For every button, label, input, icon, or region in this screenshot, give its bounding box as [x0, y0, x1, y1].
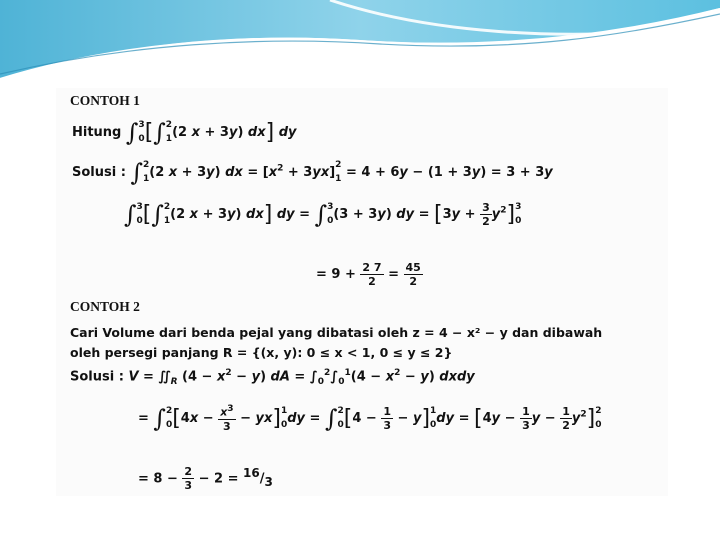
decorative-wave-banner — [0, 0, 720, 90]
example2-statement-line1: Cari Volume dari benda pejal yang dibatasi oleh z = 4 − x² − y dan dibawah — [70, 325, 603, 340]
example1-task: Hitung ∫3 0[∫2 1(2 x + 3y) dx] dy — [72, 118, 297, 147]
example1-solution-line1: Solusi : ∫2 1(2 x + 3y) dx = $[x^2 + 3yx]2$ 1 = 4 + 6y − (1 + 3y) = 3 + 3y — [72, 158, 553, 187]
solution-label-1: Solusi : — [72, 164, 126, 180]
solution-label-2: Solusi : — [70, 369, 124, 385]
example1-solution-line2: ∫3 0[∫2 1(2 x + 3y) dx] dy = ∫3 0(3 + 3y) dy = [3y + $\frac{3}{2}$ $y^2]3$ 0 — [124, 200, 522, 229]
example2-result: = 8 − $\frac{2}{3}$ − $2 = ^{16}/_3$ — [138, 465, 273, 493]
example2-statement-line2: oleh persegi panjang R = {(x, y): 0 ≤ x < 1, 0 ≤ y ≤ 2} — [70, 345, 453, 360]
content-card — [56, 88, 668, 496]
example2-solution-line1: Solusi : $V = ∬_R$ $(4 - x^2 - y)$ dA = $\int_0^2\int_0^1(4 - x^2 - y)$ dxdy — [70, 368, 475, 387]
example2-heading: CONTOH 2 — [70, 299, 140, 314]
example1-result: = 9 + $\frac{2 7}{2}$ = $\frac{45}{2}$ — [316, 261, 421, 288]
task-label: Hitung — [72, 124, 122, 140]
example2-solution-line2: = ∫2 0[4x − $\frac{x^3}{3}$ − yx]1 0dy = ∫2 0[4 − $\frac{1}{3}$ − y]1 0dy = [4y − $\frac{1}{3}$ y − $\frac{1}{2}$ $y^2]2$ 0 — [138, 404, 602, 433]
example1-heading: CONTOH 1 — [70, 93, 140, 108]
